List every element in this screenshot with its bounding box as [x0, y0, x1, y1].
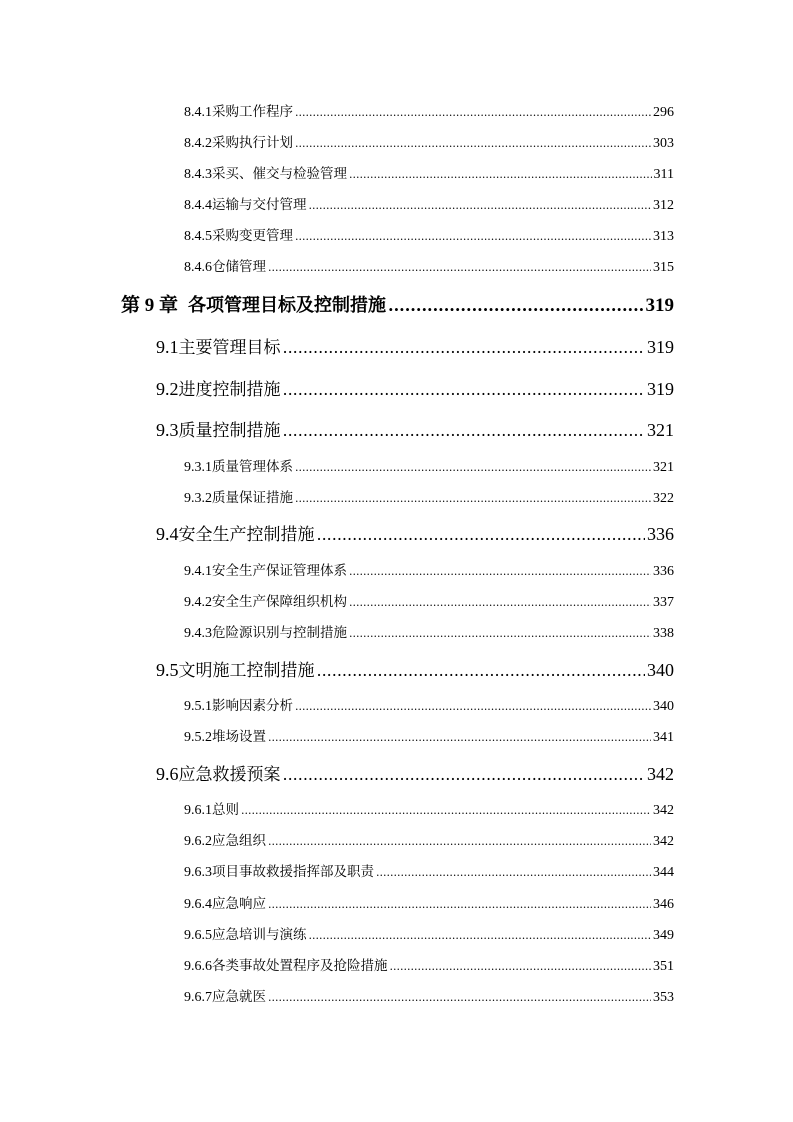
toc-entry-number: 8.4.2	[184, 136, 212, 151]
toc-entry-title: 应急就医	[212, 989, 266, 1005]
dot-leader	[349, 168, 652, 181]
toc-entry-number: 9.5.2	[184, 730, 212, 745]
toc-entry[interactable]	[184, 486, 674, 506]
dot-leader	[241, 804, 651, 817]
dot-leader	[349, 627, 651, 640]
toc-entry-number: 9.4.3	[184, 626, 212, 641]
toc-entry-number: 8.4.5	[184, 229, 212, 244]
toc-section-title: 应急救援预案	[178, 765, 281, 785]
toc-entry-title: 应急组织	[212, 833, 266, 849]
toc-entry-title: 采购变更管理	[212, 228, 293, 244]
toc-section-page: 342	[647, 764, 674, 784]
toc-section-page: 319	[647, 379, 674, 399]
dot-leader	[349, 565, 651, 578]
toc-entry-number: 9.3.1	[184, 460, 212, 475]
toc-section-number: 9.2	[156, 379, 179, 399]
toc-entry-page: 322	[653, 491, 674, 506]
toc-entry[interactable]	[184, 590, 674, 610]
toc-entry-title: 各类事故处置程序及抢险措施	[212, 958, 388, 974]
toc-entry-number: 9.6.3	[184, 865, 212, 880]
toc-entry-number: 9.4.2	[184, 595, 212, 610]
toc-entry-number: 8.4.4	[184, 198, 212, 213]
toc-entry[interactable]	[184, 954, 674, 974]
toc-section-number: 9.6	[156, 764, 179, 784]
toc-entry-number: 9.6.1	[184, 803, 212, 818]
toc-section-title: 进度控制措施	[178, 380, 281, 400]
toc-section-entry[interactable]	[156, 656, 674, 682]
toc-entry[interactable]	[184, 559, 674, 579]
toc-section-title: 文明施工控制措施	[178, 661, 315, 681]
dot-leader	[390, 960, 652, 973]
toc-entry[interactable]	[184, 694, 674, 714]
toc-section-number: 9.1	[156, 337, 179, 357]
toc-entry-page: 341	[653, 730, 674, 745]
toc-entry-page: 344	[653, 865, 674, 880]
toc-section-entry[interactable]	[156, 333, 674, 359]
toc-entry-page: 340	[653, 699, 674, 714]
toc-entry[interactable]	[184, 621, 674, 641]
toc-entry[interactable]	[184, 829, 674, 849]
toc-entry-title: 应急培训与演练	[212, 927, 307, 943]
toc-section-page: 340	[647, 660, 674, 680]
toc-entry[interactable]	[184, 455, 674, 475]
toc-entry-number: 8.4.6	[184, 260, 212, 275]
toc-entry-title: 采购工作程序	[212, 104, 293, 120]
dot-leader	[295, 700, 651, 713]
toc-entry[interactable]	[184, 224, 674, 244]
dot-leader	[317, 661, 646, 680]
toc-entry[interactable]	[184, 923, 674, 943]
toc-entry-page: 342	[653, 834, 674, 849]
toc-entry-number: 9.6.2	[184, 834, 212, 849]
dot-leader	[295, 137, 651, 150]
toc-entry-page: 315	[653, 260, 674, 275]
toc-entry[interactable]	[184, 860, 674, 880]
toc-entry-page: 303	[653, 136, 674, 151]
dot-leader	[295, 492, 651, 505]
toc-section-page: 319	[647, 337, 674, 357]
toc-entry-number: 9.4.1	[184, 564, 212, 579]
toc-chapter-title: 各项管理目标及控制措施	[188, 295, 387, 316]
dot-leader	[283, 380, 646, 399]
toc-section-entry[interactable]	[156, 520, 674, 546]
toc-chapter-entry[interactable]	[121, 290, 674, 318]
toc-entry-title: 影响因素分析	[212, 698, 293, 714]
toc-section-number: 9.5	[156, 660, 179, 680]
toc-entry-number: 9.6.6	[184, 959, 212, 974]
toc-entry-page: 342	[653, 803, 674, 818]
toc-entry-title: 仓储管理	[212, 259, 266, 275]
toc-entry-title: 安全生产保障组织机构	[212, 594, 347, 610]
toc-entry-number: 9.6.7	[184, 990, 212, 1005]
toc-section-entry[interactable]	[156, 416, 674, 442]
toc-entry-title: 质量管理体系	[212, 459, 293, 475]
dot-leader	[376, 866, 651, 879]
toc-entry-number: 8.4.3	[184, 167, 212, 182]
toc-entry[interactable]	[184, 892, 674, 912]
toc-entry-title: 采买、催交与检验管理	[212, 166, 347, 182]
toc-entry-title: 采购执行计划	[212, 135, 293, 151]
toc-chapter-page: 319	[645, 295, 674, 316]
toc-entry-title: 项目事故救援指挥部及职责	[212, 864, 374, 880]
dot-leader	[268, 731, 651, 744]
toc-entry-title: 堆场设置	[212, 729, 266, 745]
dot-leader	[268, 261, 651, 274]
dot-leader	[295, 461, 651, 474]
toc-entry-title: 安全生产保证管理体系	[212, 563, 347, 579]
toc-entry[interactable]	[184, 985, 674, 1005]
toc-entry-title: 应急响应	[212, 896, 266, 912]
toc-section-page: 336	[647, 524, 674, 544]
toc-entry-title: 运输与交付管理	[212, 197, 307, 213]
dot-leader	[283, 765, 646, 784]
toc-section-number: 9.3	[156, 420, 179, 440]
toc-entry-page: 313	[653, 229, 674, 244]
dot-leader	[268, 991, 651, 1004]
dot-leader	[295, 230, 651, 243]
toc-section-number: 9.4	[156, 524, 179, 544]
toc-entry-page: 336	[653, 564, 674, 579]
toc-entry-number: 9.3.2	[184, 491, 212, 506]
toc-entry-page: 353	[653, 990, 674, 1005]
toc-entry-page: 311	[653, 167, 674, 182]
dot-leader	[283, 338, 646, 357]
toc-entry-title: 总则	[212, 802, 239, 818]
toc-section-entry[interactable]	[156, 375, 674, 401]
toc-entry-number: 8.4.1	[184, 105, 212, 120]
toc-section-title: 主要管理目标	[178, 338, 281, 358]
toc-entry-page: 346	[653, 897, 674, 912]
toc-entry-page: 351	[653, 959, 674, 974]
toc-entry[interactable]	[184, 798, 674, 818]
dot-leader	[317, 525, 646, 544]
toc-entry-number: 9.6.5	[184, 928, 212, 943]
toc-entry-page: 338	[653, 626, 674, 641]
dot-leader	[309, 929, 652, 942]
toc-entry[interactable]	[184, 193, 674, 213]
dot-leader	[268, 835, 651, 848]
dot-leader	[349, 596, 651, 609]
toc-entry[interactable]	[184, 131, 674, 151]
toc-entry[interactable]	[184, 725, 674, 745]
dot-leader	[268, 898, 651, 911]
toc-entry[interactable]	[184, 100, 674, 120]
toc-entry-page: 349	[653, 928, 674, 943]
toc-entry-number: 9.5.1	[184, 699, 212, 714]
toc-section-title: 质量控制措施	[178, 421, 281, 441]
toc-entry-title: 质量保证措施	[212, 490, 293, 506]
toc-entry-number: 9.6.4	[184, 897, 212, 912]
toc-entry[interactable]	[184, 255, 674, 275]
toc-section-entry[interactable]	[156, 760, 674, 786]
toc-section-title: 安全生产控制措施	[178, 525, 315, 545]
toc-chapter-number: 第 9 章	[121, 295, 179, 316]
toc-section-page: 321	[647, 420, 674, 440]
toc-entry-title: 危险源识别与控制措施	[212, 625, 347, 641]
toc-entry-page: 296	[653, 105, 674, 120]
toc-entry-page: 312	[653, 198, 674, 213]
dot-leader	[283, 421, 646, 440]
dot-leader	[295, 106, 651, 119]
dot-leader	[309, 199, 652, 212]
toc-entry[interactable]	[184, 162, 674, 182]
toc-entry-page: 321	[653, 460, 674, 475]
toc-entry-page: 337	[653, 595, 674, 610]
dot-leader	[388, 296, 643, 315]
